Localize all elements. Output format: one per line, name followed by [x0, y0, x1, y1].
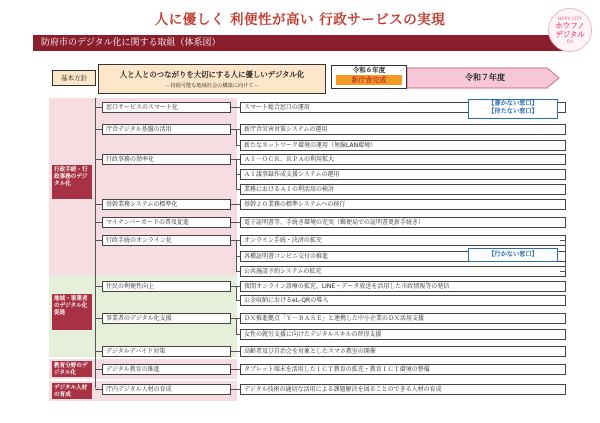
- branch-link-2a: [231, 129, 240, 130]
- logo-line-2: デジタル: [555, 30, 585, 39]
- branch-link-7a: [231, 286, 240, 287]
- policy-box: [98, 64, 326, 94]
- initiative-smart-counter: 窓口サービスのスマート化: [102, 102, 231, 113]
- year1-label: 令和６年度: [352, 66, 386, 74]
- category-gyosei: 行政手続・行政事務のデジタル化: [52, 165, 92, 199]
- category-chiiki: 地域・事業者のデジタル化促進: [52, 294, 92, 330]
- measure-facility-booking: 公共施設予約システムの拡充: [240, 266, 566, 277]
- branch-v-8: [236, 318, 237, 334]
- branch-link-6a: [231, 240, 240, 241]
- year1-badge: 新庁舎完成: [336, 75, 402, 85]
- connector-stub-6: [95, 240, 102, 241]
- measure-ai-ocr-rpa: ＡＩ－ＯＣＲ、ＲＰＡの利用拡大: [240, 154, 566, 165]
- measure-smart-window: スマート総合窓口の運用: [240, 102, 566, 113]
- branch-link-9: [231, 351, 240, 352]
- initiative-online-procedures: 行政手続のオンライン化: [102, 235, 231, 246]
- connector-stub-10: [95, 369, 102, 370]
- connector-stub-1: [95, 107, 102, 108]
- measure-ict-education: タブレット端末を活用したＩＣＴ教育の拡充・教育ＩＣＴ環境の整備: [240, 364, 566, 375]
- measure-women-skills: 女性の就労支援に向けたデジタルスキルの習得支援: [240, 329, 566, 340]
- callout-no-visit: 【行かない窓口】: [468, 248, 558, 262]
- measure-network: 新たなネットワーク環境の運用（無線LAN環境）: [240, 140, 566, 151]
- logo-small-top: HOFU CITY: [557, 16, 583, 21]
- logo-small-bottom: DX: [566, 39, 574, 44]
- policy-main: 人と人とのつながりを大切にする人に優しいデジタル化: [119, 70, 305, 79]
- measure-el-qr: 公金収納におけるeL-QRの導入: [240, 295, 566, 306]
- measure-ai-minutes: ＡＩ議事録作成支援システムの運用: [240, 169, 566, 180]
- connector-stub-8: [95, 318, 102, 319]
- branch-link-3a: [231, 159, 240, 160]
- connector-stub-11: [95, 389, 102, 390]
- measure-online-payment: オンライン手続・決済の拡充: [240, 235, 566, 246]
- hofu-digital-logo: [548, 8, 592, 52]
- initiative-mynumber-card: マイナンバーカードの普及促進: [102, 217, 231, 228]
- category-kyoiku: 教育分野のデジタル化: [52, 361, 92, 377]
- connector-stub-2: [95, 129, 102, 130]
- callout-no-writing-no-waiting: [468, 99, 558, 119]
- measure-ai-utilization: 業務におけるＡＩの利活用の検討: [240, 184, 566, 195]
- initiative-office-digital-infra: 庁舎デジタル基盤の活用: [102, 124, 231, 135]
- initiative-admin-efficiency: 行政事務の効率化: [102, 154, 231, 165]
- measure-talent-development: デジタル技術の適切な活用による課題解決を図ることのできる人材の育成: [240, 384, 566, 395]
- branch-v-2: [236, 129, 237, 145]
- page-title: 人に優しく 利便性が高い 行政サービスの実現: [154, 12, 446, 28]
- measure-standard-system: 基幹２０業務の標準システムへの移行: [240, 199, 566, 210]
- connector-policy-vertical: [95, 98, 96, 388]
- initiative-core-system-standardization: 基幹業務システムの標準化: [102, 199, 231, 210]
- measure-night-clinic-line: 夜間オンライン診療の拡充、LINE・データ放送を活用した市政情報等の発信: [240, 281, 566, 292]
- logo-line-1: ホウフノ: [555, 21, 585, 30]
- year1-box: [331, 65, 407, 89]
- initiative-digital-divide: デジタルデバイド対策: [102, 346, 231, 357]
- measure-disaster-system: 新庁舎災害対策システムの運用: [240, 124, 566, 135]
- policy-label: 基本方針: [52, 70, 96, 86]
- branch-link-11: [231, 389, 240, 390]
- initiative-business-support: 事業者のデジタル化支援: [102, 313, 231, 324]
- measure-smartphone-class: 高齢者及び自治会を対象としたスマホ教室の開催: [240, 346, 566, 357]
- connector-stub-5: [95, 222, 102, 223]
- year2-label: 令和７年度: [465, 73, 505, 82]
- branch-link-5: [231, 222, 240, 223]
- category-jinzai: デジタル人材の育成: [52, 383, 92, 399]
- branch-link-8a: [231, 318, 240, 319]
- subtitle-bar: 防府市のデジタル化に関する取組（体系図）: [33, 35, 567, 51]
- measure-convenience-store: 各種証明書コンビニ交付の推進: [240, 251, 566, 262]
- initiative-resident-convenience: 住民の利便性向上: [102, 281, 231, 292]
- branch-link-10: [231, 369, 240, 370]
- connector-stub-9: [95, 351, 102, 352]
- branch-v-7: [236, 286, 237, 300]
- measure-y-base: ＤＸ推進拠点「Ｙ－ＢＡＳＥ」と連携した中小企業のＤＸ活用支援: [240, 313, 566, 324]
- callout-no-writing: 【書かない窓口】: [488, 100, 538, 107]
- policy-sub: －持続可能な地域社会の構築に向けて－: [165, 83, 259, 89]
- initiative-digital-education: デジタル教育の推進: [102, 364, 231, 375]
- measure-certificates: 電子証明書等、手続き環境の充実（郵便局での証明書更新手続き）: [240, 217, 566, 228]
- connector-stub-7: [95, 286, 102, 287]
- branch-link-1: [231, 107, 240, 108]
- connector-stub-3: [95, 159, 102, 160]
- callout-no-waiting: 【待たない窓口】: [488, 108, 538, 115]
- connector-stub-4: [95, 204, 102, 205]
- callout-visit-bracket: [560, 240, 566, 272]
- initiative-staff-talent: 庁内デジタル人材の育成: [102, 384, 231, 395]
- branch-link-4: [231, 204, 240, 205]
